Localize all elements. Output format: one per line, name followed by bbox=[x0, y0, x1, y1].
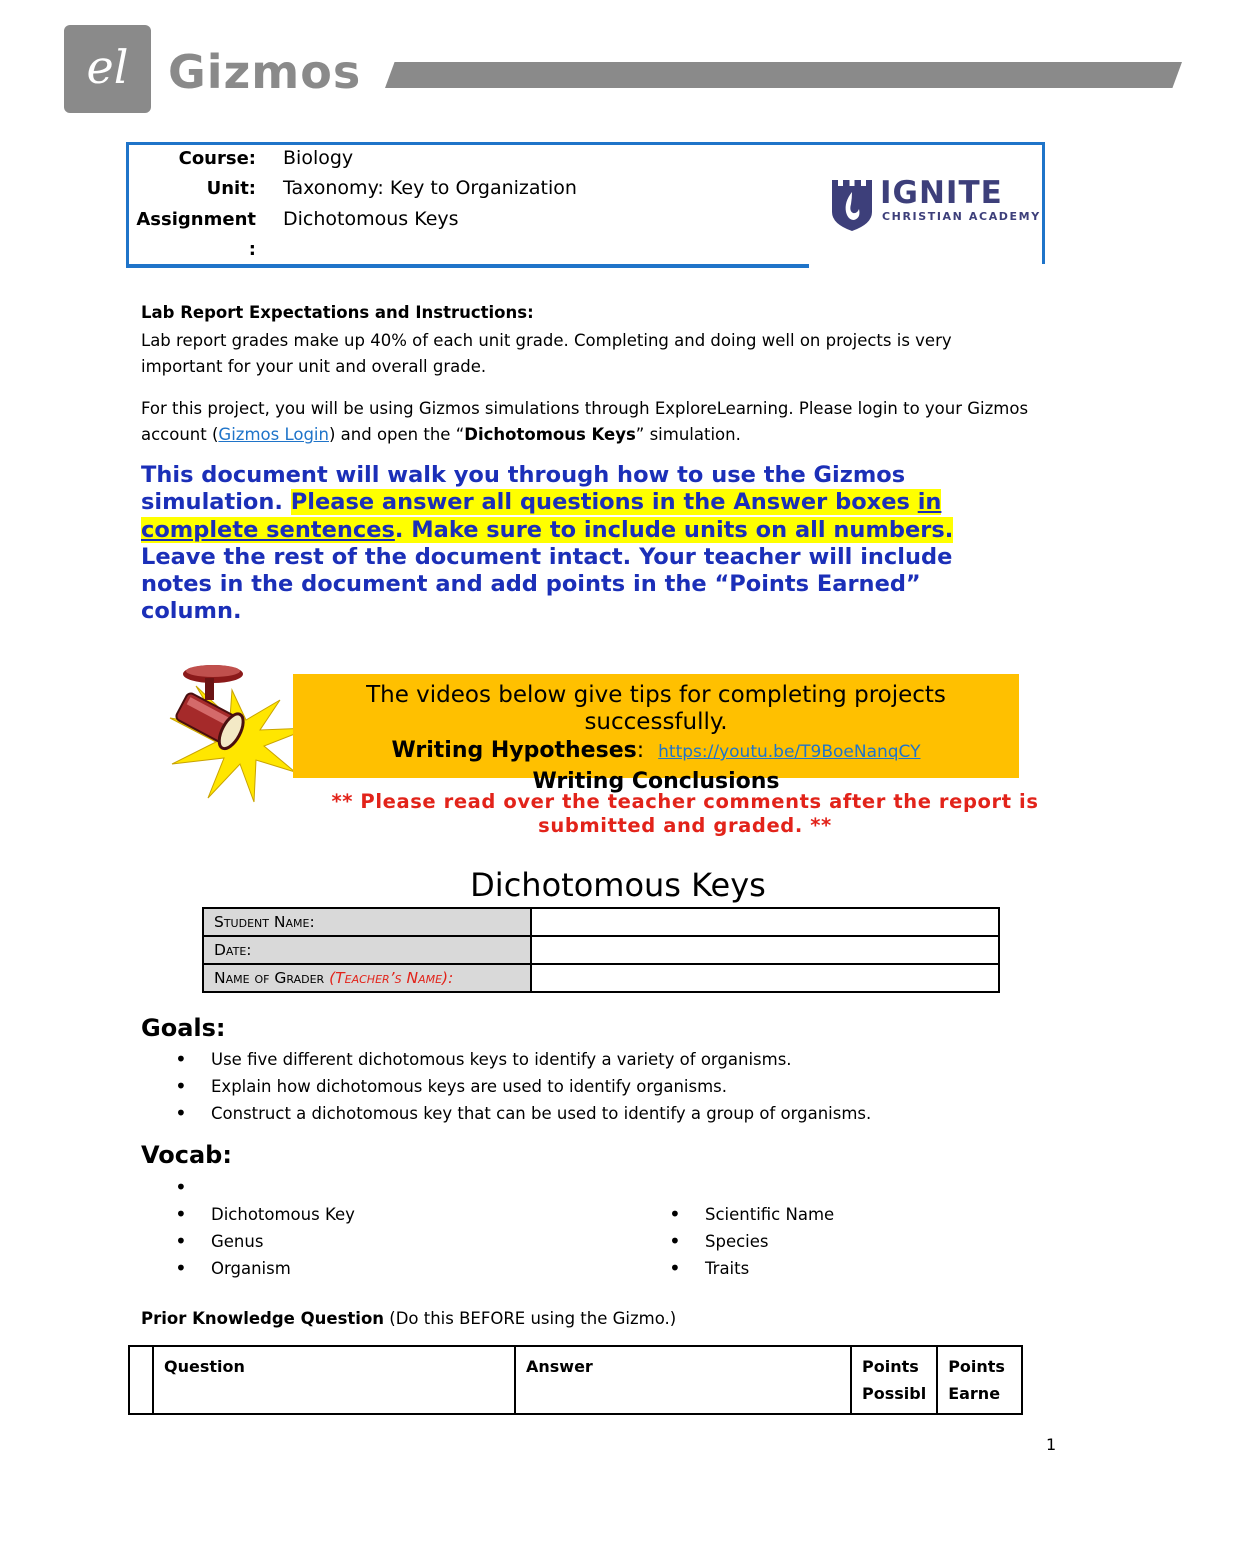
vocab-heading: Vocab: bbox=[141, 1141, 232, 1169]
student-name-label: Student Name: bbox=[203, 908, 531, 936]
box-border-top bbox=[126, 142, 1045, 145]
table-header-row bbox=[129, 1346, 1022, 1414]
list-item: • Scientific Name bbox=[635, 1201, 1035, 1228]
table-row bbox=[203, 908, 999, 936]
tips-hypotheses-row bbox=[293, 736, 1019, 767]
ignite-shield-icon bbox=[830, 178, 874, 232]
list-item: • Use five different dichotomous keys to identify a variety of organisms. bbox=[141, 1046, 1061, 1073]
instructions-paragraph-2 bbox=[141, 396, 1041, 448]
list-item: • Explain how dichotomous keys are used to identify organisms. bbox=[141, 1073, 1061, 1100]
school-name: IGNITE bbox=[880, 175, 1003, 211]
vocab-list-right bbox=[635, 1201, 1035, 1282]
gizmos-login-link[interactable]: Gizmos Login bbox=[218, 425, 329, 444]
header-bar bbox=[385, 62, 1182, 88]
vocab-empty-bullet bbox=[141, 1174, 581, 1201]
list-item bbox=[141, 1174, 581, 1201]
tips-conclusions-row: Writing Conclusions bbox=[532, 769, 780, 794]
points-possible-header: Points Possibl bbox=[851, 1346, 937, 1414]
prior-heading-rest: (Do this BEFORE using the Gizmo.) bbox=[384, 1309, 677, 1328]
prior-knowledge-table bbox=[128, 1345, 1023, 1415]
teacher-comments-note: ** Please read over the teacher comments after the report is submitted and graded. ** bbox=[331, 790, 1039, 837]
date-field[interactable] bbox=[531, 936, 999, 964]
box-border-bottom bbox=[126, 264, 809, 268]
unit-value: Taxonomy: Key to Organization bbox=[283, 177, 577, 199]
course-label: Course: bbox=[178, 148, 256, 169]
goals-list bbox=[141, 1046, 1061, 1127]
unit-label: Unit: bbox=[206, 178, 256, 199]
grader-label-colon: : bbox=[448, 969, 454, 987]
blue-text-1: This document will walk you through how to use the Gizmos simulation. bbox=[141, 462, 906, 516]
blue-text-2: Leave the rest of the document intact. Your teacher will include notes in the document and add points in the “Points Earned” column. bbox=[141, 543, 953, 625]
list-item: • Dichotomous Key bbox=[141, 1201, 581, 1228]
vocab-list-left bbox=[141, 1201, 581, 1282]
student-name-field[interactable] bbox=[531, 908, 999, 936]
prior-heading-bold: Prior Knowledge Question bbox=[141, 1309, 385, 1328]
instructions-heading: Lab Report Expectations and Instructions: bbox=[141, 303, 534, 322]
school-subtitle: CHRISTIAN ACADEMY bbox=[882, 210, 1041, 223]
grader-field[interactable] bbox=[531, 964, 999, 992]
tips-intro: The videos below give tips for completing projects successfully. bbox=[366, 682, 946, 735]
list-item: • Species bbox=[635, 1228, 1035, 1255]
points-earned-header: Points Earne bbox=[937, 1346, 1022, 1414]
hypotheses-label: Writing Hypotheses bbox=[391, 738, 637, 763]
hypotheses-video-link[interactable]: https://youtu.be/T9BoeNanqCY bbox=[658, 742, 921, 762]
gizmos-logo-icon bbox=[64, 25, 151, 113]
highlight-text-1: Please answer all questions in the Answer boxes bbox=[290, 489, 918, 516]
assignment-colon: : bbox=[248, 239, 256, 260]
grader-label-text: Name of Grader bbox=[214, 969, 330, 987]
list-item: • Traits bbox=[635, 1255, 1035, 1282]
grader-label bbox=[203, 964, 531, 992]
p2-simulation-name: Dichotomous Keys bbox=[464, 425, 636, 444]
table-row bbox=[203, 936, 999, 964]
document-title: Dichotomous Keys bbox=[470, 866, 766, 904]
instructions-paragraph-1: Lab report grades make up 40% of each unit grade. Completing and doing well on projects is very important for your unit and overall grade. bbox=[141, 331, 952, 376]
table-row bbox=[203, 964, 999, 992]
list-item: • Construct a dichotomous key that can be used to identify a group of organisms. bbox=[141, 1100, 1061, 1127]
assignment-label: Assignment bbox=[136, 209, 256, 230]
student-info-table bbox=[202, 907, 1000, 993]
logo-glyph: el bbox=[86, 40, 129, 94]
highlight-underlined: in complete sentences bbox=[141, 489, 942, 543]
tips-box bbox=[293, 674, 1019, 794]
list-item: • Organism bbox=[141, 1255, 581, 1282]
brand-name: Gizmos bbox=[168, 45, 362, 99]
hypotheses-colon: : bbox=[636, 738, 645, 763]
p2-text-before: For this project, you will be using Gizmos simulations through ExploreLearning. Please login to your Gizmos account ( bbox=[141, 399, 1029, 444]
question-header: Question bbox=[153, 1346, 515, 1414]
row-number-cell bbox=[129, 1346, 153, 1414]
answer-header: Answer bbox=[515, 1346, 851, 1414]
assignment-value: Dichotomous Keys bbox=[283, 208, 459, 230]
date-label: Date: bbox=[203, 936, 531, 964]
p2-text-mid: ) and open the “ bbox=[328, 425, 465, 444]
prior-knowledge-heading bbox=[141, 1306, 676, 1332]
important-instructions bbox=[141, 462, 1021, 626]
goals-heading: Goals: bbox=[141, 1014, 226, 1042]
page-number: 1 bbox=[1046, 1435, 1057, 1454]
course-value: Biology bbox=[283, 147, 354, 169]
list-item: • Genus bbox=[141, 1228, 581, 1255]
highlight-text-2: . Make sure to include units on all numbers. bbox=[394, 516, 954, 543]
box-border-right bbox=[1042, 142, 1045, 264]
grader-label-paren: (Teacher’s Name) bbox=[329, 969, 449, 987]
p2-text-after: ” simulation. bbox=[635, 425, 741, 444]
